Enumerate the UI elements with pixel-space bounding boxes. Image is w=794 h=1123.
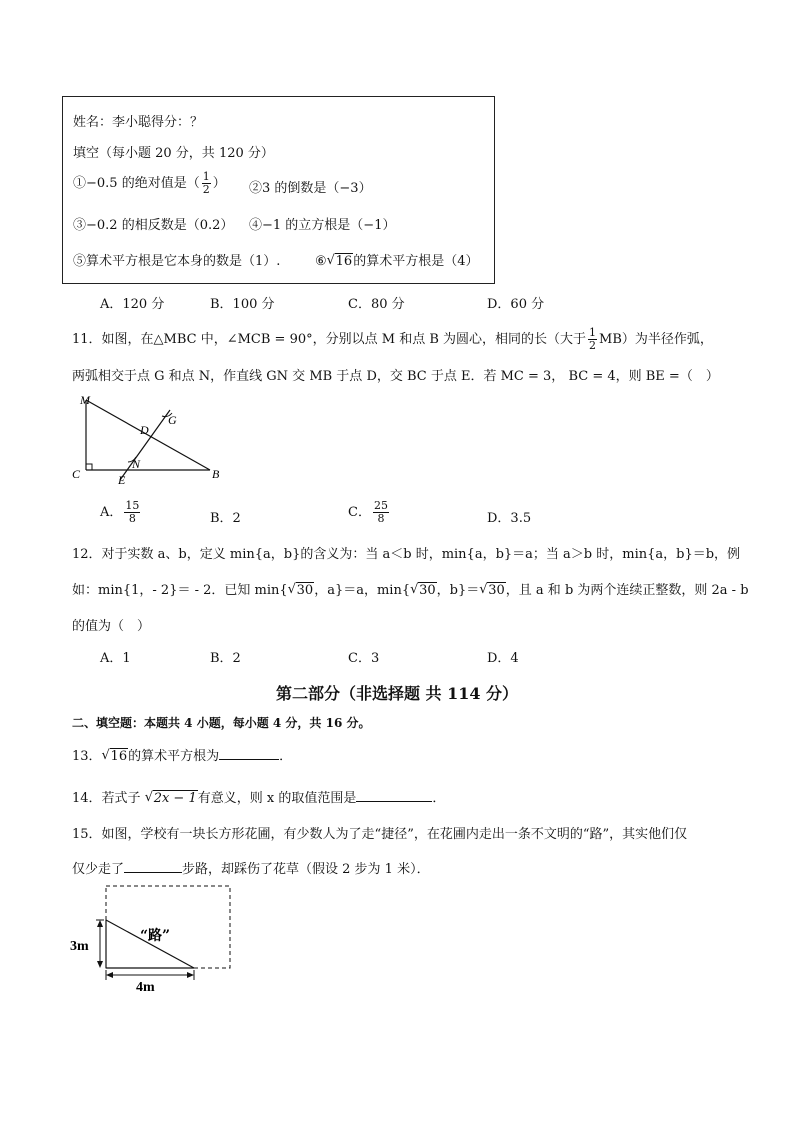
part2-title: 第二部分（非选择题 共 114 分）	[275, 684, 519, 703]
q13-answer-blank[interactable]	[219, 747, 279, 760]
q11-option-a[interactable]: A． $\frac{15}{8}$	[100, 499, 140, 525]
q15-line-1: 15．如图，学校有一块长方形花圃，有少数人为了走“捷径”，在花圃内走出一条不文明的“路”，其实他们仅	[72, 827, 688, 842]
item1-text: ①−0.5 的绝对值是（	[73, 176, 200, 191]
q11-option-b[interactable]: B．2	[210, 511, 241, 526]
box-item-6: ⑥√ 16的算术平方根是（4）	[315, 250, 478, 269]
right-angle-mark	[86, 464, 92, 470]
box-item-5: ⑤算术平方根是它本身的数是（1）.	[73, 254, 281, 269]
label-d: D	[140, 423, 149, 437]
q12-line-2: 如：min{1，- 2}＝ - 2．已知 min{√ 30，a}＝a，min{√ 30，b}＝√ 30，且 a 和 b 为两个连续正整数，则 2a - b	[72, 579, 749, 598]
item1-fraction: $\frac{1}{2}$	[202, 170, 210, 196]
garden-figure	[68, 882, 238, 994]
q14-answer-blank[interactable]	[356, 789, 432, 802]
q10-option-c[interactable]: C．80 分	[348, 297, 405, 312]
fill-intro: 二、填空题：本题共 4 小题，每小题 4 分，共 16 分。	[72, 716, 371, 730]
q15-answer-blank[interactable]	[124, 860, 182, 873]
q11-option-c[interactable]: C． $\frac{25}{8}$	[348, 499, 388, 525]
box-item-1: ①−0.5 的绝对值是（ $\frac{1}{2}$ ）	[73, 170, 226, 196]
q12-option-d[interactable]: D．4	[487, 651, 519, 666]
triangle-figure	[70, 392, 230, 486]
answer-box	[62, 96, 495, 284]
label-road: “路”	[140, 928, 171, 944]
q12-option-b[interactable]: B．2	[210, 651, 241, 666]
garden-rect	[106, 886, 230, 968]
label-n: N	[132, 457, 141, 471]
q15-line-2: 仅少走了 步路，却踩伤了花草（假设 2 步为 1 米）．	[72, 862, 430, 877]
label-3m: 3m	[70, 939, 89, 954]
q10-option-d[interactable]: D．60 分	[487, 297, 545, 312]
box-subtitle: 填空（每小题 20 分，共 120 分）	[73, 146, 274, 161]
q12-option-c[interactable]: C．3	[348, 651, 380, 666]
q14-line: 14．若式子 √ 2x − 1有意义，则 x 的取值范围是 ．	[72, 787, 445, 806]
label-m: M	[80, 393, 90, 407]
q12-line-1: 12．对于实数 a、b，定义 min{a，b}的含义为：当 a＜b 时，min{a，b}＝a；当 a＞b 时，min{a，b}＝b，例	[72, 547, 741, 562]
box-item-3: ③−0.2 的相反数是（0.2）	[73, 218, 234, 233]
q11-line-2: 两弧相交于点 G 和点 N，作直线 GN 交 MB 于点 D，交 BC 于点 E．若 MC = 3， BC = 4，则 BE =（ ）	[72, 369, 719, 384]
box-item-4: ④−1 的立方根是（−1）	[249, 218, 396, 233]
label-4m: 4m	[136, 980, 155, 994]
q10-option-a[interactable]: A．120 分	[100, 297, 165, 312]
label-b: B	[212, 467, 220, 481]
q10-option-b[interactable]: B．100 分	[210, 297, 275, 312]
q13-line: 13．√ 16的算术平方根为 ．	[72, 745, 292, 764]
q12-option-a[interactable]: A．1	[100, 651, 131, 666]
q12-line-3: 的值为（ ）	[72, 619, 151, 634]
q11-line-1: 11．如图，在△MBC 中，∠MCB = 90°，分别以点 M 和点 B 为圆心，相同的长（大于 $\frac{1}{2}$ MB）为半径作弧，	[72, 326, 713, 352]
label-e: E	[118, 473, 126, 486]
label-c: C	[72, 467, 81, 481]
label-g: G	[168, 413, 177, 427]
box-header: 姓名：李小聪得分：？	[73, 115, 204, 130]
box-item-2: ②3 的倒数是（−3）	[249, 181, 372, 196]
sqrt-16: √ 16	[327, 254, 354, 269]
q11-option-d[interactable]: D．3.5	[487, 511, 532, 526]
q11-fraction: $\frac{1}{2}$	[589, 326, 597, 352]
